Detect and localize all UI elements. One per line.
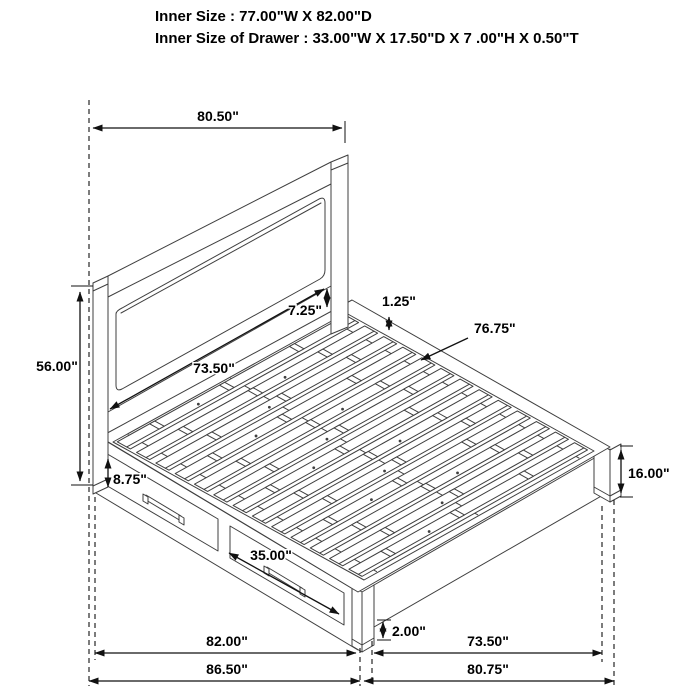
screw-dot [456, 471, 459, 474]
dimension-slat-length [421, 320, 516, 360]
dim-label-headboard-height: 56.00" [36, 358, 78, 374]
headboard-left-post [93, 276, 108, 494]
dimension-footboard-clearance [383, 622, 426, 639]
foot-post [352, 585, 374, 652]
dim-label-drawer-width: 35.00" [250, 547, 292, 563]
screw-dot [326, 438, 329, 441]
headboard-right-post [331, 155, 348, 334]
dim-label-headboard-panel: 73.50" [193, 360, 235, 376]
dimension-footboard-height [621, 450, 670, 493]
dim-label-footboard-height: 16.00" [628, 465, 670, 481]
screw-dot [197, 403, 200, 406]
dim-label-slat-lip: 1.25" [382, 293, 416, 309]
dim-label-platform-length: 82.00" [206, 633, 248, 649]
dimension-overall-length [89, 661, 360, 681]
screw-dot [341, 408, 344, 411]
screw-dot [312, 466, 315, 469]
dim-label-side-rail-height: 8.75" [113, 471, 147, 487]
screw-dot [383, 470, 386, 473]
dim-label-headboard-width: 80.50" [197, 108, 239, 124]
dimension-platform-length [95, 633, 356, 653]
dim-label-foot-end-width: 73.50" [467, 633, 509, 649]
screw-dot [370, 498, 373, 501]
screw-dot [268, 406, 271, 409]
dim-label-overall-width: 80.75" [467, 661, 509, 677]
dimension-headboard-width [93, 108, 342, 128]
screw-dot [428, 530, 431, 533]
header-text [155, 8, 579, 47]
dimension-overall-width [364, 661, 614, 681]
screw-dot [441, 501, 444, 504]
inner-size-line: Inner Size : 77.00"W X 82.00"D [155, 8, 372, 25]
dim-label-footboard-clearance: 2.00" [392, 623, 426, 639]
screw-dot [255, 435, 258, 438]
dim-label-headboard-gap: 7.25" [288, 302, 322, 318]
dim-label-overall-length: 86.50" [206, 661, 248, 677]
dim-label-slat-length: 76.75" [474, 320, 516, 336]
screw-dot [399, 440, 402, 443]
dimension-headboard-height [36, 292, 80, 481]
inner-drawer-size-line: Inner Size of Drawer : 33.00"W X 17.50"D X 7 .00"H X 0.50"T [155, 30, 579, 47]
screw-dot [284, 376, 287, 379]
